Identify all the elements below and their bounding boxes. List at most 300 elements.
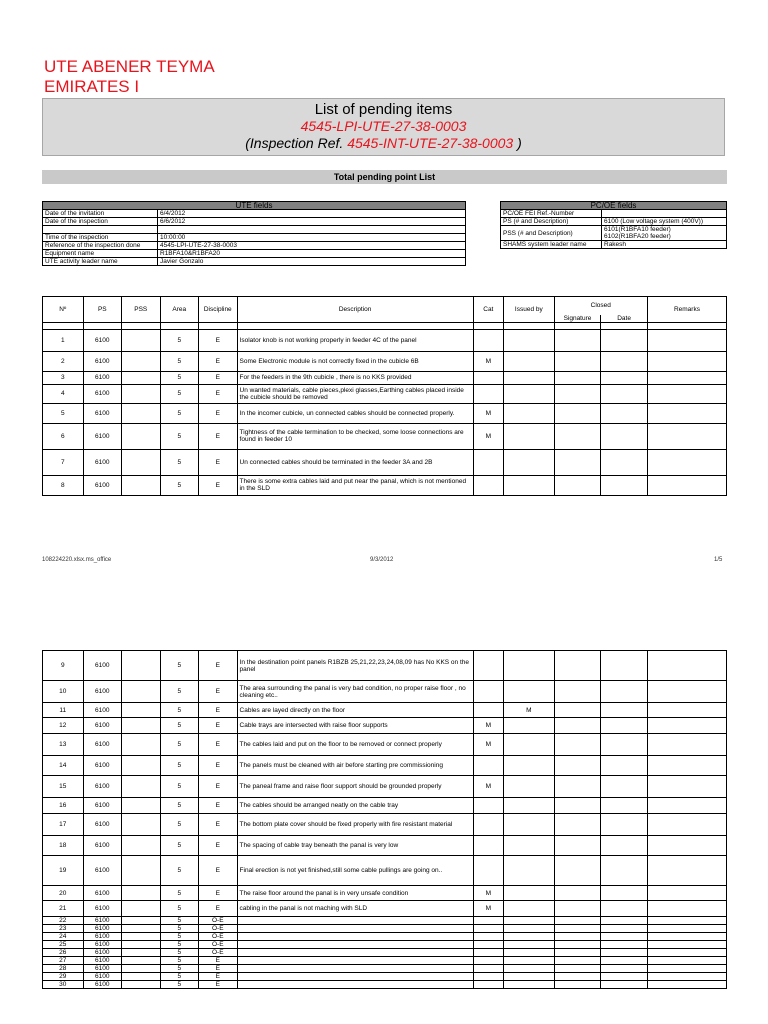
cell-pss — [122, 949, 161, 957]
col-no: Nº — [43, 297, 84, 323]
cell-signature — [554, 917, 601, 925]
col-closed: Closed — [554, 297, 647, 315]
cell-remarks — [647, 981, 726, 989]
cell-cat: M — [473, 734, 503, 756]
cell-date — [601, 933, 648, 941]
ute-field-row — [43, 242, 466, 250]
cell-cat: M — [473, 718, 503, 734]
cell-discipline: E — [199, 901, 238, 917]
cell-area: 5 — [160, 384, 199, 403]
cell-discipline: O-E — [199, 917, 238, 925]
table-row — [43, 836, 727, 856]
table-row — [43, 449, 727, 475]
cell-description — [237, 973, 473, 981]
cell-remarks — [647, 384, 726, 403]
cell-ps: 6100 — [83, 384, 122, 403]
cell-ps: 6100 — [83, 973, 122, 981]
table-row — [43, 734, 727, 756]
cell-pss — [122, 651, 161, 681]
cell-area: 5 — [160, 449, 199, 475]
cell-remarks — [647, 856, 726, 886]
cell-no: 4 — [43, 384, 84, 403]
cell-area: 5 — [160, 886, 199, 901]
cell-date — [601, 973, 648, 981]
cell-ps: 6100 — [83, 949, 122, 957]
cell-date — [601, 329, 648, 351]
ute-field-row — [43, 258, 466, 266]
cell-issued-by — [504, 423, 555, 449]
table-row — [43, 856, 727, 886]
cell-ps: 6100 — [83, 718, 122, 734]
cell-pss — [122, 917, 161, 925]
cell-cat — [473, 814, 503, 836]
cell-date — [601, 681, 648, 703]
cell-signature — [554, 949, 601, 957]
cell-remarks — [647, 449, 726, 475]
ute-field-label: Time of the inspection — [43, 234, 158, 242]
cell-description: Un wanted materials, cable pieces,plexi glasses,Earthing cables placed inside the cubicle should be removed — [237, 384, 473, 403]
cell-description — [237, 925, 473, 933]
cell-no: 2 — [43, 351, 84, 371]
cell-discipline: E — [199, 814, 238, 836]
cell-cat — [473, 973, 503, 981]
cell-area: 5 — [160, 814, 199, 836]
cell-date — [601, 957, 648, 965]
cell-pss — [122, 973, 161, 981]
cell-issued-by — [504, 449, 555, 475]
cell-pss — [122, 681, 161, 703]
col-discipline: Discipline — [199, 297, 238, 323]
cell-discipline: E — [199, 329, 238, 351]
cell-pss — [122, 403, 161, 423]
cell-description — [237, 965, 473, 973]
cell-discipline: E — [199, 981, 238, 989]
table-row — [43, 475, 727, 495]
cell-ps: 6100 — [83, 351, 122, 371]
cell-remarks — [647, 776, 726, 798]
table-row — [43, 886, 727, 901]
cell-discipline: E — [199, 423, 238, 449]
table-row — [43, 798, 727, 814]
lpi-reference: 4545-LPI-UTE-27-38-0003 — [300, 118, 467, 134]
cell-pss — [122, 981, 161, 989]
cell-cat: M — [473, 901, 503, 917]
ute-field-value: R1BFA10&R1BFA20 — [158, 250, 466, 258]
cell-date — [601, 756, 648, 776]
cell-cat — [473, 965, 503, 973]
cell-description: In the incomer cubicle, un connected cables should be connected properly. — [237, 403, 473, 423]
cell-description: The cables should be arranged neatly on the cable tray — [237, 798, 473, 814]
cell-cat — [473, 856, 503, 886]
cell-discipline: E — [199, 403, 238, 423]
cell-issued-by — [504, 949, 555, 957]
cell-ps: 6100 — [83, 798, 122, 814]
cell-date — [601, 449, 648, 475]
pcoe-field-value: 6101(R1BFA10 feeder) 6102(R1BFA20 feeder) — [602, 226, 727, 241]
cell-ps: 6100 — [83, 941, 122, 949]
cell-remarks — [647, 886, 726, 901]
cell-area: 5 — [160, 756, 199, 776]
cell-area: 5 — [160, 718, 199, 734]
table-row — [43, 718, 727, 734]
cell-cat — [473, 925, 503, 933]
ute-fields-heading: UTE fields — [43, 202, 466, 210]
table-row — [43, 651, 727, 681]
cell-pss — [122, 901, 161, 917]
cell-ps: 6100 — [83, 756, 122, 776]
cell-ps: 6100 — [83, 681, 122, 703]
cell-ps: 6100 — [83, 965, 122, 973]
cell-issued-by — [504, 718, 555, 734]
cell-area: 5 — [160, 941, 199, 949]
cell-ps: 6100 — [83, 917, 122, 925]
cell-date — [601, 925, 648, 933]
cell-no: 14 — [43, 756, 84, 776]
ute-field-row — [43, 226, 466, 234]
cell-issued-by — [504, 965, 555, 973]
cell-pss — [122, 886, 161, 901]
col-date: Date — [601, 315, 648, 323]
table-row — [43, 384, 727, 403]
pcoe-field-row — [501, 218, 727, 226]
cell-remarks — [647, 957, 726, 965]
cell-remarks — [647, 734, 726, 756]
cell-remarks — [647, 403, 726, 423]
cell-cat — [473, 371, 503, 384]
cell-discipline: E — [199, 965, 238, 973]
col-issued-by: Issued by — [504, 297, 555, 323]
col-signature: Signature — [554, 315, 601, 323]
cell-description: The bottom plate cover should be fixed properly with fire resistant material — [237, 814, 473, 836]
cell-issued-by — [504, 384, 555, 403]
cell-area: 5 — [160, 836, 199, 856]
cell-pss — [122, 329, 161, 351]
cell-description — [237, 957, 473, 965]
cell-area: 5 — [160, 651, 199, 681]
cell-no: 21 — [43, 901, 84, 917]
cell-signature — [554, 836, 601, 856]
cell-description: Cables are layed directly on the floor — [237, 703, 473, 718]
cell-discipline: E — [199, 703, 238, 718]
cell-cat: M — [473, 886, 503, 901]
cell-description: Un connected cables should be terminated in the feeder 3A and 2B — [237, 449, 473, 475]
cell-no: 5 — [43, 403, 84, 423]
cell-signature — [554, 856, 601, 886]
col-cat: Cat — [473, 297, 503, 323]
inspection-suffix: ) — [517, 135, 522, 151]
cell-no: 3 — [43, 371, 84, 384]
cell-signature — [554, 384, 601, 403]
ute-field-value: 6/4/2012 — [158, 210, 466, 218]
cell-date — [601, 351, 648, 371]
cell-description: The panels must be cleaned with air before starting pre commissioning — [237, 756, 473, 776]
cell-discipline: E — [199, 856, 238, 886]
cell-remarks — [647, 718, 726, 734]
cell-remarks — [647, 836, 726, 856]
cell-issued-by — [504, 917, 555, 925]
cell-issued-by — [504, 814, 555, 836]
footer-page: 1/5 — [714, 557, 723, 563]
table-row — [43, 941, 727, 949]
table-row — [43, 965, 727, 973]
table-row — [43, 973, 727, 981]
cell-discipline: E — [199, 776, 238, 798]
cell-signature — [554, 941, 601, 949]
cell-issued-by — [504, 836, 555, 856]
cell-signature — [554, 957, 601, 965]
cell-signature — [554, 651, 601, 681]
pending-items-table-continued — [42, 650, 727, 989]
cell-ps: 6100 — [83, 981, 122, 989]
ute-field-label: UTE activity leader name — [43, 258, 158, 266]
cell-date — [601, 856, 648, 886]
table-row — [43, 949, 727, 957]
cell-remarks — [647, 351, 726, 371]
cell-no: 1 — [43, 329, 84, 351]
table-row — [43, 981, 727, 989]
cell-description — [237, 941, 473, 949]
ute-field-value: 10:00:00 — [158, 234, 466, 242]
cell-no: 25 — [43, 941, 84, 949]
cell-no: 20 — [43, 886, 84, 901]
cell-cat — [473, 836, 503, 856]
inspection-prefix: (Inspection Ref. — [245, 135, 344, 151]
cell-pss — [122, 798, 161, 814]
cell-description: Final erection is not yet finished,still some cable pullings are going on.. — [237, 856, 473, 886]
cell-date — [601, 949, 648, 957]
cell-cat: M — [473, 403, 503, 423]
cell-date — [601, 475, 648, 495]
cell-remarks — [647, 814, 726, 836]
cell-cat — [473, 957, 503, 965]
cell-discipline: O-E — [199, 925, 238, 933]
cell-description: For the feeders in the 9th cubicle , there is no KKS provided — [237, 371, 473, 384]
col-pss: PSS — [122, 297, 161, 323]
cell-description: The paneal frame and raise floor support should be grounded properly — [237, 776, 473, 798]
cell-no: 22 — [43, 917, 84, 925]
cell-no: 13 — [43, 734, 84, 756]
cell-description — [237, 933, 473, 941]
cell-ps: 6100 — [83, 814, 122, 836]
cell-area: 5 — [160, 681, 199, 703]
ute-field-value: Javier Gonzalo — [158, 258, 466, 266]
cell-date — [601, 776, 648, 798]
cell-no: 16 — [43, 798, 84, 814]
cell-area: 5 — [160, 798, 199, 814]
cell-signature — [554, 981, 601, 989]
cell-ps: 6100 — [83, 651, 122, 681]
cell-area: 5 — [160, 933, 199, 941]
ute-field-label: Date of the inspection — [43, 218, 158, 226]
cell-pss — [122, 814, 161, 836]
cell-no: 7 — [43, 449, 84, 475]
cell-discipline: E — [199, 798, 238, 814]
col-ps: PS — [83, 297, 122, 323]
cell-no: 23 — [43, 925, 84, 933]
cell-signature — [554, 965, 601, 973]
cell-ps: 6100 — [83, 886, 122, 901]
cell-discipline: E — [199, 449, 238, 475]
cell-ps: 6100 — [83, 734, 122, 756]
table-row — [43, 925, 727, 933]
cell-signature — [554, 814, 601, 836]
cell-pss — [122, 423, 161, 449]
cell-no: 12 — [43, 718, 84, 734]
cell-remarks — [647, 973, 726, 981]
cell-issued-by — [504, 475, 555, 495]
col-remarks: Remarks — [647, 297, 726, 323]
cell-ps: 6100 — [83, 329, 122, 351]
cell-ps: 6100 — [83, 957, 122, 965]
cell-issued-by — [504, 798, 555, 814]
title-box — [42, 98, 725, 156]
cell-area: 5 — [160, 351, 199, 371]
cell-issued-by — [504, 933, 555, 941]
cell-cat — [473, 798, 503, 814]
pcoe-field-value: 6100 (Low voltage system (400V)) — [602, 218, 727, 226]
cell-date — [601, 981, 648, 989]
cell-pss — [122, 384, 161, 403]
cell-remarks — [647, 933, 726, 941]
ute-field-row — [43, 234, 466, 242]
cell-discipline: E — [199, 351, 238, 371]
cell-discipline: E — [199, 756, 238, 776]
cell-no: 30 — [43, 981, 84, 989]
cell-date — [601, 371, 648, 384]
cell-issued-by — [504, 651, 555, 681]
cell-ps: 6100 — [83, 371, 122, 384]
cell-discipline: O-E — [199, 933, 238, 941]
cell-pss — [122, 475, 161, 495]
cell-ps: 6100 — [83, 776, 122, 798]
pcoe-field-value — [602, 210, 727, 218]
cell-area: 5 — [160, 329, 199, 351]
inspection-ref-value: 4545-INT-UTE-27-38-0003 — [347, 135, 514, 151]
cell-description: cabling in the panal is not maching with SLD — [237, 901, 473, 917]
cell-area: 5 — [160, 981, 199, 989]
cell-pss — [122, 756, 161, 776]
company-line-1: UTE ABENER TEYMA — [44, 57, 215, 76]
table-row — [43, 371, 727, 384]
page-title: List of pending items — [314, 101, 453, 118]
cell-remarks — [647, 423, 726, 449]
cell-description — [237, 917, 473, 925]
cell-date — [601, 734, 648, 756]
ute-fields-table — [42, 201, 466, 266]
cell-issued-by — [504, 886, 555, 901]
cell-issued-by — [504, 925, 555, 933]
cell-issued-by: M — [504, 703, 555, 718]
cell-date — [601, 423, 648, 449]
cell-discipline: E — [199, 475, 238, 495]
cell-ps: 6100 — [83, 403, 122, 423]
ute-field-row — [43, 218, 466, 226]
cell-no: 27 — [43, 957, 84, 965]
cell-issued-by — [504, 371, 555, 384]
cell-description: In the destination point panels R1BZB 25,21,22,23,24,08,09 has No KKS on the panel — [237, 651, 473, 681]
cell-issued-by — [504, 856, 555, 886]
cell-pss — [122, 351, 161, 371]
cell-area: 5 — [160, 901, 199, 917]
table-row — [43, 814, 727, 836]
footer-date: 9/3/2012 — [370, 557, 394, 563]
cell-discipline: E — [199, 734, 238, 756]
table-row — [43, 423, 727, 449]
cell-signature — [554, 933, 601, 941]
cell-pss — [122, 718, 161, 734]
cell-signature — [554, 351, 601, 371]
table-row — [43, 681, 727, 703]
cell-discipline: E — [199, 371, 238, 384]
cell-discipline: O-E — [199, 941, 238, 949]
cell-description: The area surrounding the panal is very bad condition, no proper raise floor , no cleaning etc.. — [237, 681, 473, 703]
ute-field-value: 4545-LPI-UTE-27-38-0003 — [158, 242, 466, 250]
cell-description: The cables laid and put on the floor to be removed or connect properly — [237, 734, 473, 756]
cell-cat — [473, 981, 503, 989]
cell-remarks — [647, 681, 726, 703]
cell-area: 5 — [160, 856, 199, 886]
cell-cat — [473, 933, 503, 941]
cell-signature — [554, 886, 601, 901]
pcoe-field-label: SHAMS system leader name — [501, 241, 602, 249]
cell-pss — [122, 933, 161, 941]
cell-area: 5 — [160, 917, 199, 925]
cell-signature — [554, 718, 601, 734]
cell-date — [601, 718, 648, 734]
cell-area: 5 — [160, 973, 199, 981]
cell-area: 5 — [160, 403, 199, 423]
cell-pss — [122, 965, 161, 973]
pcoe-fields-table — [500, 201, 727, 249]
cell-area: 5 — [160, 949, 199, 957]
cell-issued-by — [504, 329, 555, 351]
cell-ps: 6100 — [83, 449, 122, 475]
cell-issued-by — [504, 734, 555, 756]
cell-ps: 6100 — [83, 901, 122, 917]
cell-pss — [122, 776, 161, 798]
cell-signature — [554, 329, 601, 351]
cell-signature — [554, 703, 601, 718]
cell-date — [601, 941, 648, 949]
cell-no: 9 — [43, 651, 84, 681]
cell-date — [601, 798, 648, 814]
cell-discipline: E — [199, 718, 238, 734]
cell-cat — [473, 949, 503, 957]
cell-no: 28 — [43, 965, 84, 973]
cell-pss — [122, 925, 161, 933]
table-row — [43, 703, 727, 718]
cell-signature — [554, 371, 601, 384]
table-row — [43, 901, 727, 917]
ute-field-label: Equipment name — [43, 250, 158, 258]
cell-pss — [122, 449, 161, 475]
pcoe-fields-heading: PC/OE fields — [501, 202, 727, 210]
cell-no: 19 — [43, 856, 84, 886]
cell-date — [601, 886, 648, 901]
cell-issued-by — [504, 973, 555, 981]
cell-remarks — [647, 651, 726, 681]
pcoe-field-label: PC/OE FEI Ref.-Number — [501, 210, 602, 218]
cell-pss — [122, 836, 161, 856]
pcoe-field-value: Rakesh — [602, 241, 727, 249]
cell-area: 5 — [160, 925, 199, 933]
col-area: Area — [160, 297, 199, 323]
cell-date — [601, 384, 648, 403]
cell-signature — [554, 756, 601, 776]
pcoe-field-row — [501, 210, 727, 218]
cell-remarks — [647, 901, 726, 917]
cell-ps: 6100 — [83, 423, 122, 449]
